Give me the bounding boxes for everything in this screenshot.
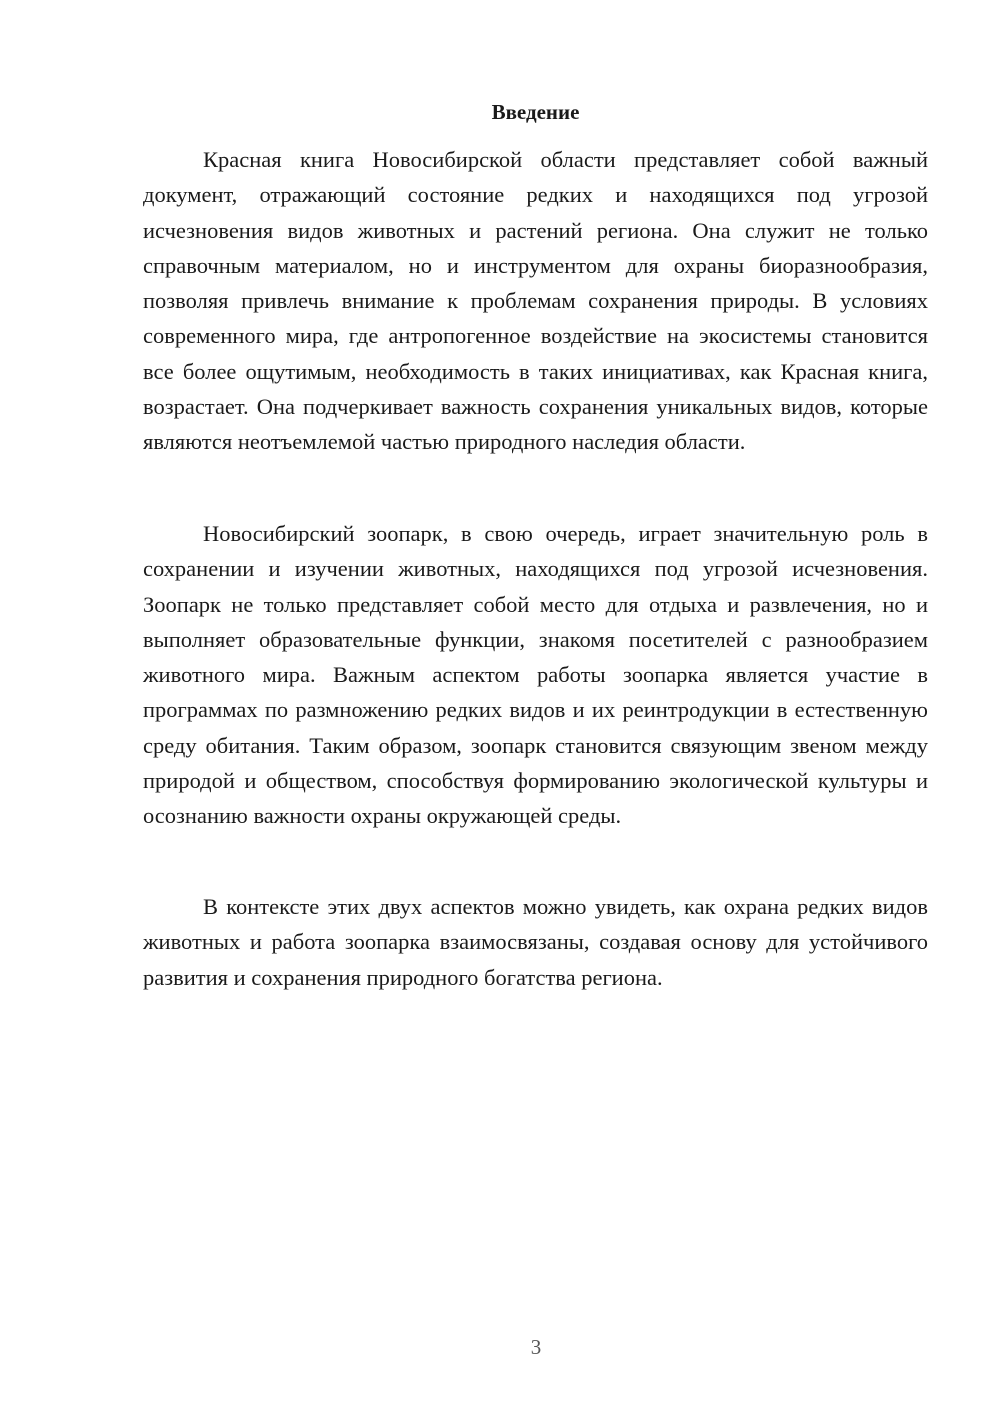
paragraph-conclusion: В контексте этих двух аспектов можно увидеть, как охрана редких видов животных и работа зоопарка взаимосвязаны, создавая основу для устойчивого развития и сохранения природного богатства региона. — [143, 894, 928, 990]
page-number: 3 — [530, 1335, 542, 1359]
page-number-container — [36, 1334, 1000, 1360]
page-title: Введение — [491, 100, 580, 124]
paragraph-zoo: Новосибирский зоопарк, в свою очередь, играет значительную роль в сохранении и изучении животных, находящихся под угрозой исчезновения. Зоопарк не только представляет собой место для отдыха и развлечения, но и выполняет образовательные функции, знакомя посетителей с разнообразием животного мира. Важным аспектом работы зоопарка является участие в программах по размножению редких видов и их реинтродукции в естественную среду обитания. Таким образом, зоопарк становится связующим звеном между природой и обществом, способствуя формированию экологической культуры и осознанию важности охраны окружающей среды. — [143, 521, 928, 829]
paragraph-red-book: Красная книга Новосибирской области представляет собой важный документ, отражающий состояние редких и находящихся под угрозой исчезновения видов животных и растений региона. Она служит не только справочным материалом, но и инструментом для охраны биоразнообразия, позволяя привлечь внимание к проблемам сохранения природы. В условиях современного мира, где антропогенное воздействие на экосистемы становится все более ощутимым, необходимость в таких инициативах, как Красная книга, возрастает. Она подчеркивает важность сохранения уникальных видов, которые являются неотъемлемой частью природного наследия области. — [143, 147, 928, 455]
